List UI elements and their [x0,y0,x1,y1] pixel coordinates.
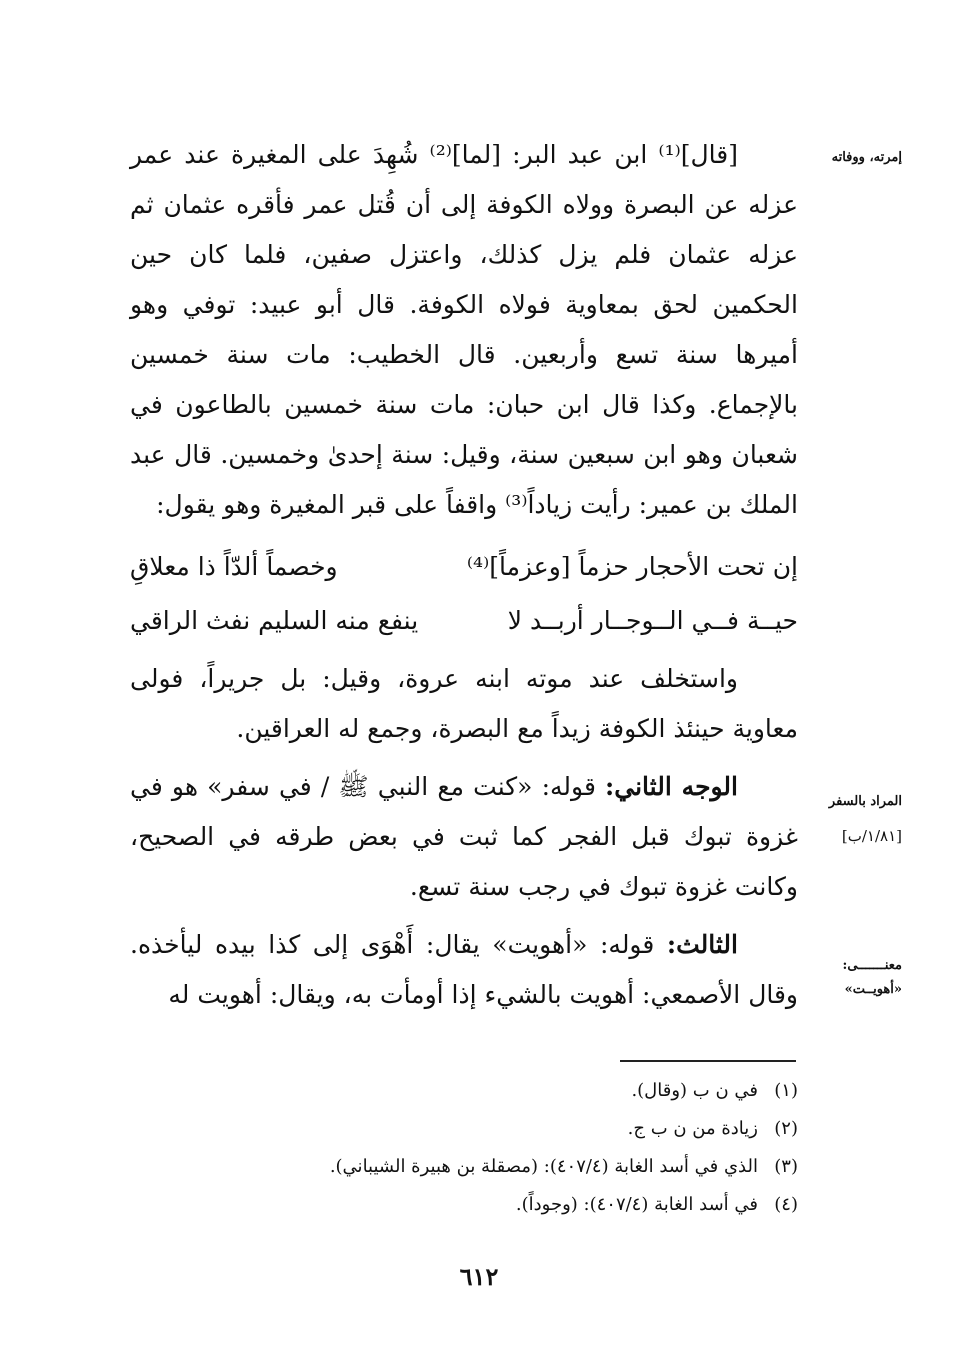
footnote-number: (١) [774,1080,798,1101]
third-aspect-heading: الثالث: [666,930,738,959]
paragraph-biography: [قال]⁽¹⁾ ابن عبد البر: [لما]⁽²⁾ شُهِدَ على المغيرة عند عمر عزله عن البصرة وولاه الكوفة إلى أن قُتل عمر فأقره عثمان ثم عزله عثمان فلم يزل كذلك، واعتزل صفين، فلما كان حين الحكمين لحق بمعاوية فولاه الكوفة. قال أبو عبيد: توفي وهو أميرها سنة تسع وأربعين. قال الخطيب: مات سنة خمسين بالإجماع. وكذا قال ابن حبان: مات سنة خمسين بالطاعون في شعبان وهو ابن سبعين سنة، وقيل: سنة إحدىٰ وخمسين. قال عبد الملك بن عمير: رأيت زياداً⁽³⁾ واقفاً على قبر المغيرة وهو يقول: [130,140,798,519]
footnote-3 [130,1148,798,1186]
margin-note-emirate: إمرته، ووفاته [831,150,902,165]
footnote-divider [620,1060,796,1062]
footnote-number: (٢) [774,1118,798,1139]
footnote-text: الذي في أسد الغابة (٤٠٧/٤): (مصقلة بن هبيرة الشيباني). [329,1156,758,1177]
paragraph-second-aspect [130,762,798,912]
footnotes [130,1072,798,1224]
margin-note-folio: [١/٨١/ب] [841,827,902,845]
footnote-text: في ن ب (وقال). [631,1080,758,1101]
verse-2 [130,594,798,648]
footnote-number: (٣) [774,1156,798,1177]
paragraph-third-aspect [130,920,798,1020]
footnote-2 [130,1110,798,1148]
second-aspect-heading: الوجه الثاني: [605,772,738,801]
footnote-text: زيادة من ن ب ج. [627,1118,758,1139]
verse-2-first-hemistich: حيــة فــي الــوجــار أربــد لا [507,606,798,635]
poem [130,540,798,648]
third-aspect-text: قوله: «أهويت» يقال: أَهْوَى إلى كذا بيده ليأخذه. وقال الأصمعي: أهويت بالشيء إذا أومأت به، ويقال: أهويت له [130,930,798,1009]
footnote-text: في أسد الغابة (٤٠٧/٤): (وجوداً). [515,1194,758,1215]
margin-note-meaning: معنـــــــى: [842,958,902,973]
margin-note-journey: المراد بالسفر [828,794,902,809]
verse-1-first-hemistich: إن تحت الأحجار حزماً [وعزماً]⁽⁴⁾ [466,552,798,581]
footnote-4 [130,1186,798,1224]
footnote-1 [130,1072,798,1110]
main-text [130,130,798,1020]
second-aspect-text: قوله: «كنت مع النبي ﷺ / في سفر» هو في غزوة تبوك قبل الفجر كما ثبت في بعض طرقه في الصحيح، وكانت غزوة تبوك في رجب سنة تسع. [130,772,798,901]
footnote-number: (٤) [774,1194,798,1215]
page-number: ٦١٢ [459,1262,499,1291]
verse-1-second-hemistich: وخصماً ألدّاً ذا معلاقِ [130,552,338,581]
verse-1 [130,540,798,594]
verse-2-second-hemistich: ينفع منه السليم نفث الراقي [130,606,419,635]
paragraph-succession: واستخلف عند موته ابنه عروة، وقيل: بل جريراً، فولى معاوية حينئذ الكوفة زيداً مع البصرة، وجمع له العراقين. [130,664,798,743]
margin-note-ahwayt: «أهويــت» [844,982,902,997]
